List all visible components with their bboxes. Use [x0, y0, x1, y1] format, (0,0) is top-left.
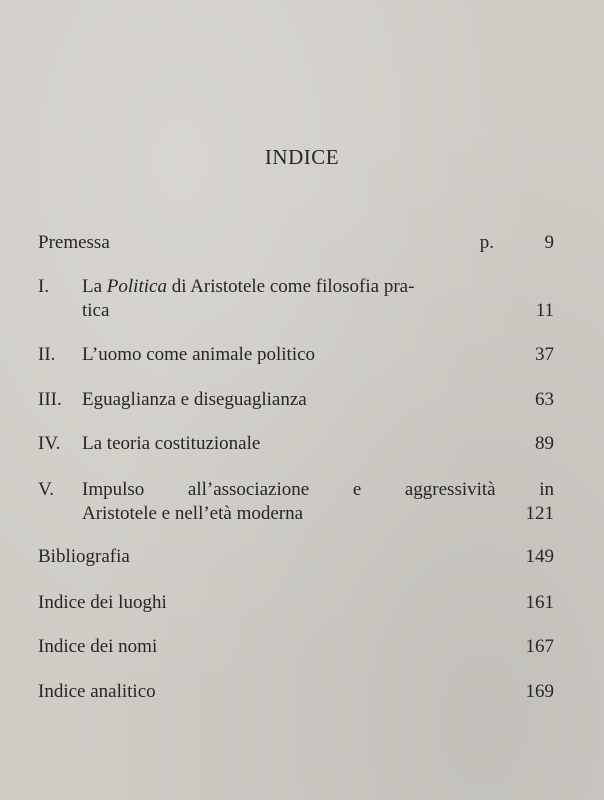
- toc-entry-premessa: [38, 231, 554, 255]
- italic-title: Politica: [106, 276, 167, 297]
- toc-entry-page: 63: [535, 389, 554, 410]
- toc-entry-number: III.: [38, 389, 62, 410]
- toc-entry-number: II.: [38, 344, 56, 365]
- toc-entry-label: Bibliografia: [38, 546, 130, 567]
- toc-entry-label: Indice dei luoghi: [38, 592, 167, 613]
- page-title: INDICE: [264, 145, 340, 169]
- toc-entry-label: Premessa: [38, 232, 110, 253]
- toc-entry-label: Impulso all’associazione e aggressività in: [82, 479, 554, 500]
- toc-entry-page: 169: [525, 681, 554, 702]
- toc-entry-number: I.: [38, 276, 50, 297]
- toc-entry-page: 9: [544, 232, 554, 253]
- toc-entry-label: L’uomo come animale politico: [82, 344, 316, 365]
- page-prefix: p.: [479, 232, 494, 253]
- toc-entry-chapter-1: [38, 275, 554, 323]
- toc-entry-label: Indice dei nomi: [38, 636, 158, 657]
- toc-entry-label: Indice analitico: [38, 681, 156, 702]
- toc-entry-label-continuation: Aristotele e nell’età moderna: [82, 503, 304, 524]
- toc-entry-label: La teoria costituzionale: [82, 433, 261, 454]
- toc-entry-number: IV.: [38, 433, 61, 454]
- toc-entry-bibliografia: [38, 545, 554, 569]
- toc-entry-page: 89: [535, 433, 554, 454]
- toc-entry-chapter-3: [38, 388, 554, 412]
- toc-entry-page: 161: [525, 592, 554, 613]
- toc-entry-indice-nomi: [38, 635, 554, 659]
- toc-entry-page: 121: [525, 503, 554, 524]
- toc-entry-label: La Politica di Aristotele come filosofia pra-: [82, 276, 415, 297]
- toc-entry-label-continuation: tica: [82, 300, 110, 321]
- toc-entry-chapter-5: [38, 478, 554, 526]
- toc-entry-page: 167: [525, 636, 554, 657]
- toc-entry-page: 11: [535, 300, 554, 321]
- toc-entry-chapter-2: [38, 343, 554, 367]
- toc-entry-number: V.: [38, 479, 55, 500]
- toc-entry-page: 37: [535, 344, 554, 365]
- toc-entry-chapter-4: [38, 432, 554, 456]
- toc-entry-page: 149: [525, 546, 554, 567]
- toc-entry-indice-analitico: [38, 680, 554, 704]
- toc-entry-indice-luoghi: [38, 591, 554, 615]
- toc-entry-label: Eguaglianza e diseguaglianza: [82, 389, 307, 410]
